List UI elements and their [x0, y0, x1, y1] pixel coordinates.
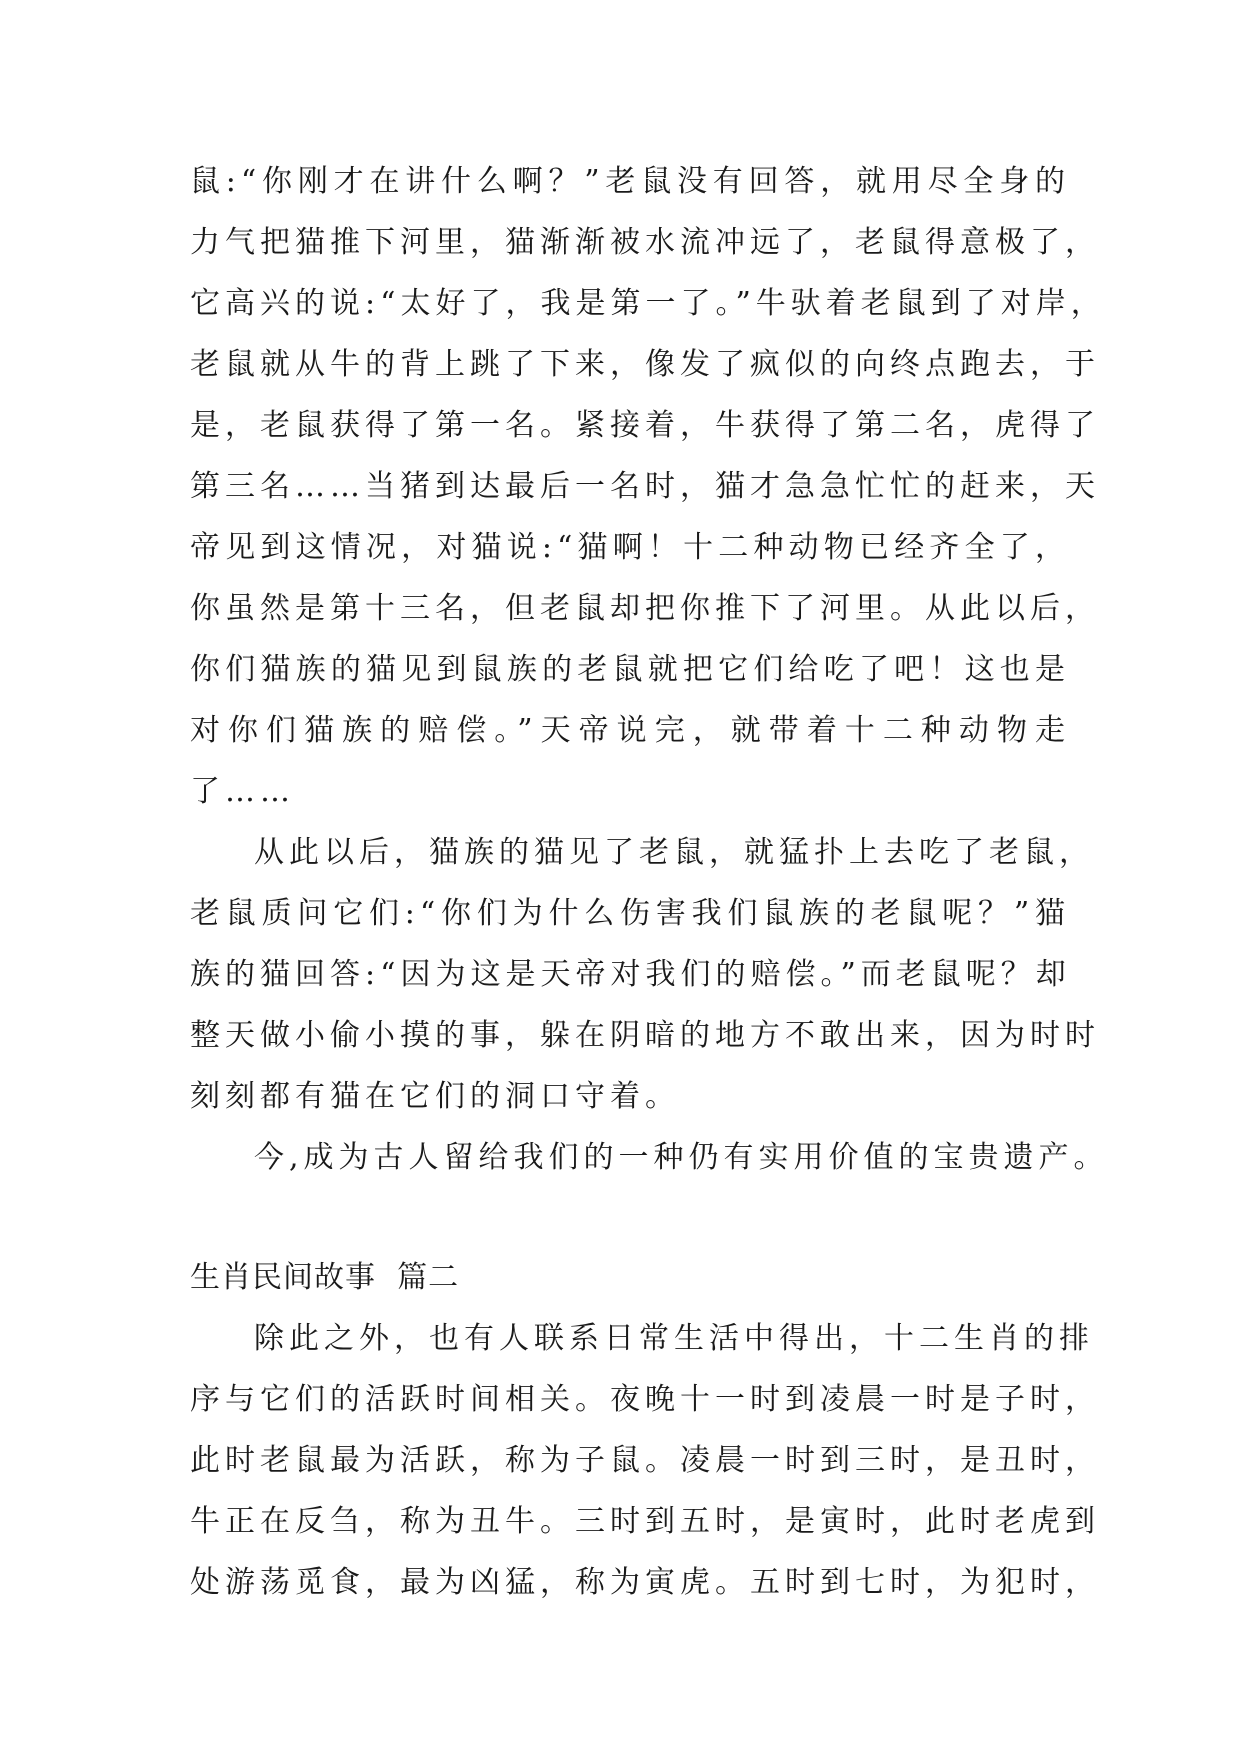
paragraph-cats-and-mice	[190, 822, 1100, 1127]
text-line: 从此以后，猫族的猫见了老鼠，就猛扑上去吃了老鼠，	[254, 835, 1094, 870]
text-line: 了……	[190, 774, 295, 809]
paragraph-story-ending	[190, 151, 1106, 822]
text-line: 鼠:“你刚才在讲什么啊？”老鼠没有回答，就用尽全身的	[190, 164, 1070, 199]
text-line: 帝见到这情况，对猫说:“猫啊！十二种动物已经齐全了，	[190, 530, 1070, 565]
text-line: 对你们猫族的赔偿。”天帝说完，就带着十二种动物走	[190, 713, 1070, 748]
text-line: 是，老鼠获得了第一名。紧接着，牛获得了第二名，虎得了	[190, 408, 1100, 443]
text-line: 力气把猫推下河里，猫渐渐被水流冲远了，老鼠得意极了，	[190, 225, 1100, 260]
text-line: 老鼠就从牛的背上跳了下来，像发了疯似的向终点跑去，于	[190, 347, 1100, 382]
text-line: 此时老鼠最为活跃，称为子鼠。凌晨一时到三时，是丑时，	[190, 1443, 1100, 1478]
text-line: 你们猫族的猫见到鼠族的老鼠就把它们给吃了吧！这也是	[190, 652, 1070, 687]
section-heading: 生肖民间故事 篇二	[190, 1260, 460, 1295]
section-gap	[190, 1188, 1070, 1247]
text-line: 牛正在反刍，称为丑牛。三时到五时，是寅时，此时老虎到	[190, 1504, 1100, 1539]
text-line: 你虽然是第十三名，但老鼠却把你推下了河里。从此以后，	[190, 591, 1100, 626]
text-line: 老鼠质问它们:“你们为什么伤害我们鼠族的老鼠呢？”猫	[190, 896, 1070, 931]
document-body	[190, 151, 1109, 1613]
text-line: 今,成为古人留给我们的一种仍有实用价值的宝贵遗产。	[254, 1140, 1109, 1175]
text-line: 处游荡觅食，最为凶猛，称为寅虎。五时到七时，为犯时，	[190, 1565, 1100, 1600]
text-line: 它高兴的说:“太好了，我是第一了。”牛驮着老鼠到了对岸，	[190, 286, 1106, 321]
text-line: 除此之外，也有人联系日常生活中得出，十二生肖的排	[254, 1321, 1094, 1356]
text-line: 刻刻都有猫在它们的洞口守着。	[190, 1079, 680, 1114]
text-line: 第三名……当猪到达最后一名时，猫才急急忙忙的赶来，天	[190, 469, 1100, 504]
text-line: 序与它们的活跃时间相关。夜晚十一时到凌晨一时是子时，	[190, 1382, 1100, 1417]
paragraph-heritage	[190, 1127, 1109, 1188]
text-line: 族的猫回答:“因为这是天帝对我们的赔偿。”而老鼠呢？却	[190, 957, 1071, 992]
paragraph-zodiac-hours	[190, 1308, 1100, 1613]
text-line: 整天做小偷小摸的事，躲在阴暗的地方不敢出来，因为时时	[190, 1018, 1100, 1053]
